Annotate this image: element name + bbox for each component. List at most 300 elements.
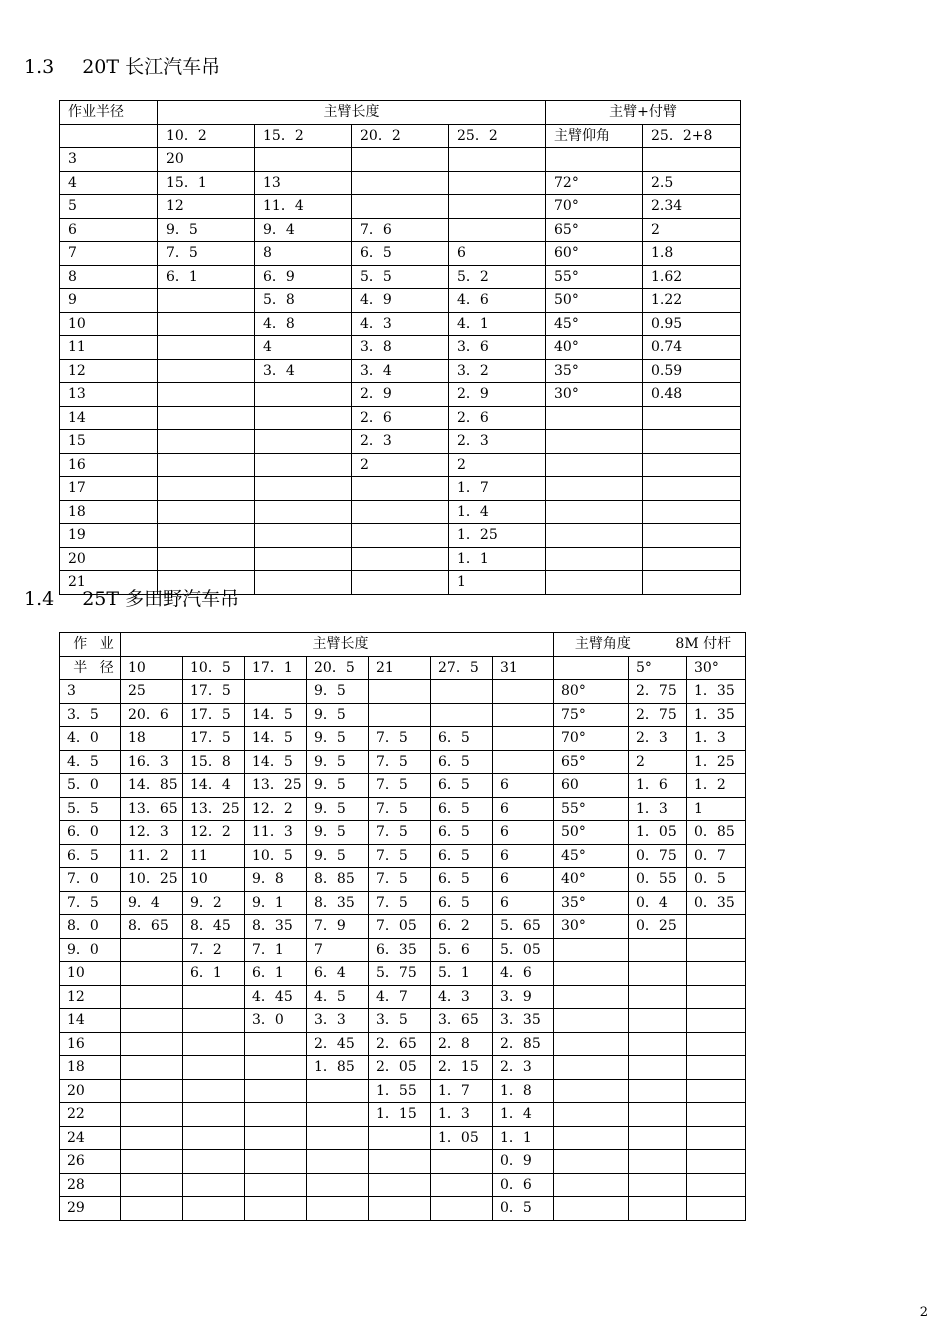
table-cell: 3．65 [431,1009,493,1033]
table-cell [629,1150,687,1174]
table-cell [629,1197,687,1221]
table-row [60,750,746,774]
table-cell: 5．05 [493,938,554,962]
table-cell [245,1126,307,1150]
table-cell [158,477,255,501]
table-cell: 9．5 [307,797,369,821]
table-row [60,1009,746,1033]
table-cell: 6 [449,242,546,266]
radius-header: 作 业 [60,633,121,657]
table-cell: 9．5 [307,774,369,798]
table-cell: 1．4 [449,500,546,524]
table-cell: 7．05 [369,915,431,939]
table-cell: 2．3 [493,1056,554,1080]
table-cell [245,1150,307,1174]
table-cell: 0．55 [629,868,687,892]
jib-angle-header: 5° [629,656,687,680]
table-cell: 7．9 [307,915,369,939]
table-cell [369,703,431,727]
table-cell [554,1056,629,1080]
table-row [60,195,741,219]
table-cell: 13．25 [245,774,307,798]
radius-cell: 4 [60,171,158,195]
table-cell [554,1032,629,1056]
radius-cell: 6．0 [60,821,121,845]
table-cell: 4．3 [352,312,449,336]
table-cell [643,477,741,501]
radius-cell: 9．0 [60,938,121,962]
table-cell [449,195,546,219]
table-cell [431,703,493,727]
table-cell: 12 [158,195,255,219]
table-cell [158,453,255,477]
table-cell: 6．5 [431,750,493,774]
table-cell [554,1009,629,1033]
jib-header: 8M 付杆 [675,636,732,652]
table-cell: 70° [546,195,643,219]
table-cell: 2．3 [449,430,546,454]
table-cell: 8．35 [307,891,369,915]
table-cell: 1．4 [493,1103,554,1127]
table-cell: 6．5 [431,797,493,821]
radius-cell: 7．5 [60,891,121,915]
table-cell [369,1197,431,1221]
radius-cell: 7．0 [60,868,121,892]
page-number: 2 [919,1305,928,1320]
table-cell: 5．1 [431,962,493,986]
table-cell [449,218,546,242]
table-cell: 1．35 [687,703,746,727]
table-cell: 6 [493,868,554,892]
table-cell: 2．75 [629,680,687,704]
table-cell: 35° [554,891,629,915]
table-cell [369,1150,431,1174]
table-cell [687,938,746,962]
table-cell [687,962,746,986]
table-cell: 4．8 [255,312,352,336]
table-cell: 65° [546,218,643,242]
radius-cell: 26 [60,1150,121,1174]
table-cell: 60° [546,242,643,266]
table-cell: 2．9 [449,383,546,407]
table-cell: 1．55 [369,1079,431,1103]
table-cell [449,171,546,195]
table-cell [546,524,643,548]
table-cell: 12．2 [183,821,245,845]
table-cell: 8．45 [183,915,245,939]
table-row [60,289,741,313]
table-cell: 16．3 [121,750,183,774]
table-cell [629,1103,687,1127]
table-cell: 6．5 [431,868,493,892]
table-cell: 6．5 [431,891,493,915]
table-cell: 3．3 [307,1009,369,1033]
table-cell: 5．65 [493,915,554,939]
length-header: 15．2 [255,124,352,148]
table-cell: 5．75 [369,962,431,986]
table-cell: 14．4 [183,774,245,798]
radius-cell: 20 [60,1079,121,1103]
table-cell: 2．3 [629,727,687,751]
table-cell: 45° [554,844,629,868]
table-row [60,915,746,939]
table-cell [554,938,629,962]
table-cell [352,547,449,571]
table-cell: 18 [121,727,183,751]
table-cell [687,985,746,1009]
table-cell: 7．5 [158,242,255,266]
table-cell: 30° [546,383,643,407]
table-cell [121,1079,183,1103]
table-cell: 35° [546,359,643,383]
table-cell: 72° [546,171,643,195]
table-row [60,383,741,407]
table-cell: 6 [493,774,554,798]
table-cell: 50° [546,289,643,313]
table-cell [245,1103,307,1127]
table-cell [255,547,352,571]
radius-cell: 13 [60,383,158,407]
table-cell: 4．7 [369,985,431,1009]
table-cell: 9．4 [255,218,352,242]
table-cell [629,1056,687,1080]
table-cell: 1．2 [687,774,746,798]
table-cell [493,727,554,751]
table-cell: 45° [546,312,643,336]
table-row [60,477,741,501]
radius-cell: 18 [60,1056,121,1080]
table-cell [307,1173,369,1197]
table-cell [121,1009,183,1033]
radius-cell: 14 [60,406,158,430]
table-cell [352,524,449,548]
table-cell [307,1150,369,1174]
table-body [60,680,746,1221]
table-cell: 7 [307,938,369,962]
table-cell: 3．2 [449,359,546,383]
table-row [60,868,746,892]
table-row [60,500,741,524]
table-cell: 15．8 [183,750,245,774]
table-cell [255,477,352,501]
table-cell [554,1079,629,1103]
table-cell: 0．7 [687,844,746,868]
radius-header: 作业半径 [60,101,158,125]
radius-cell: 8 [60,265,158,289]
radius-cell: 11 [60,336,158,360]
table-cell: 7．5 [369,868,431,892]
table-cell: 5．2 [449,265,546,289]
table-cell: 14．5 [245,750,307,774]
table-cell: 1 [687,797,746,821]
table-subheader-row [60,124,741,148]
table-row [60,985,746,1009]
table-cell: 6．35 [369,938,431,962]
table-cell: 5．6 [431,938,493,962]
table-cell: 6．5 [431,727,493,751]
table-cell [643,148,741,172]
table-cell [158,289,255,313]
table-cell [255,453,352,477]
table-cell: 1．6 [629,774,687,798]
radius-cell: 6．5 [60,844,121,868]
table-cell: 0．5 [687,868,746,892]
table-cell [431,1197,493,1221]
radius-cell: 4．5 [60,750,121,774]
table-cell: 2 [643,218,741,242]
jib-length-header: 25．2+8 [643,124,741,148]
boom-length-header: 主臂长度 [121,633,554,657]
table-cell: 6．1 [245,962,307,986]
table-cell: 1．1 [449,547,546,571]
table-row [60,359,741,383]
radius-cell: 16 [60,1032,121,1056]
radius-cell: 28 [60,1173,121,1197]
table-cell [245,680,307,704]
table-row [60,1056,746,1080]
table-cell: 1．1 [493,1126,554,1150]
table-cell: 3．35 [493,1009,554,1033]
table-cell: 1.22 [643,289,741,313]
table-cell [546,406,643,430]
table-cell: 6．1 [158,265,255,289]
table-cell [121,985,183,1009]
table-cell: 13．25 [183,797,245,821]
table-cell: 2．75 [629,703,687,727]
table-cell [629,1126,687,1150]
table-cell: 60 [554,774,629,798]
table-cell: 1．7 [431,1079,493,1103]
table-cell [245,1079,307,1103]
radius-cell: 22 [60,1103,121,1127]
boom-length-header: 主臂长度 [158,101,546,125]
table-row [60,1126,746,1150]
section-1-3-heading [24,52,220,79]
table-cell: 4．1 [449,312,546,336]
table-cell [629,1079,687,1103]
table-cell: 0．35 [687,891,746,915]
table-cell [255,571,352,595]
table-cell: 3．4 [352,359,449,383]
crane-20t-load-table [59,100,741,595]
table-cell: 5．8 [255,289,352,313]
table-cell [687,1032,746,1056]
table-cell [352,571,449,595]
table-cell [121,1056,183,1080]
table-cell [158,336,255,360]
table-row [60,680,746,704]
table-cell: 0．25 [629,915,687,939]
table-cell: 3．6 [449,336,546,360]
table-cell: 0．85 [687,821,746,845]
radius-cell: 5 [60,195,158,219]
table-cell: 4．45 [245,985,307,1009]
table-cell [121,1173,183,1197]
table-cell: 1．3 [629,797,687,821]
table-cell [183,985,245,1009]
table-cell: 1．7 [449,477,546,501]
table-cell [255,383,352,407]
table-cell [546,453,643,477]
table-cell [245,1197,307,1221]
table-cell [554,1197,629,1221]
table-cell: 1．25 [449,524,546,548]
table-cell: 50° [554,821,629,845]
table-cell: 13．65 [121,797,183,821]
table-cell [629,1009,687,1033]
table-cell [554,962,629,986]
table-cell: 4．5 [307,985,369,1009]
table-cell: 9．5 [307,750,369,774]
table-cell [183,1126,245,1150]
table-cell [352,148,449,172]
table-cell: 1．3 [687,727,746,751]
table-cell: 8．85 [307,868,369,892]
table-cell [629,938,687,962]
section-number: 1.3 [24,56,55,78]
table-cell [554,1173,629,1197]
table-cell [493,680,554,704]
radius-cell: 10 [60,312,158,336]
table-cell [307,1197,369,1221]
table-cell: 1．25 [687,750,746,774]
table-row [60,524,741,548]
table-cell: 2．45 [307,1032,369,1056]
table-cell [546,571,643,595]
table-cell: 13 [255,171,352,195]
table-row [60,336,741,360]
table-cell [431,1173,493,1197]
radius-cell: 5．5 [60,797,121,821]
table-cell: 2 [352,453,449,477]
table-cell [255,148,352,172]
length-header: 31 [493,656,554,680]
table-cell [369,1173,431,1197]
table-cell: 55° [546,265,643,289]
table-cell [687,1197,746,1221]
radius-cell: 20 [60,547,158,571]
table-cell: 10．25 [121,868,183,892]
table-cell: 70° [554,727,629,751]
table-cell [687,1126,746,1150]
table-cell: 10．5 [245,844,307,868]
table-cell: 0．9 [493,1150,554,1174]
table-cell: 7．6 [352,218,449,242]
table-cell [255,500,352,524]
table-row [60,1103,746,1127]
table-row [60,171,741,195]
table-cell: 6．5 [352,242,449,266]
table-cell: 12．3 [121,821,183,845]
table-row [60,703,746,727]
table-cell [183,1173,245,1197]
table-cell [183,1103,245,1127]
section-title: 25T 多田野汽车吊 [82,588,240,610]
table-cell: 12．2 [245,797,307,821]
table-cell: 0．6 [493,1173,554,1197]
table-cell: 4．6 [449,289,546,313]
table-row [60,547,741,571]
table-cell [307,1079,369,1103]
table-header-row [60,101,741,125]
table-cell [629,962,687,986]
table-cell: 10 [183,868,245,892]
table-cell [643,524,741,548]
table-cell [255,406,352,430]
table-cell: 0．4 [629,891,687,915]
section-number: 1.4 [24,588,55,610]
table-cell: 40° [554,868,629,892]
length-header: 25．2 [449,124,546,148]
table-cell [183,1079,245,1103]
table-cell: 5．5 [352,265,449,289]
table-cell: 3．8 [352,336,449,360]
table-cell: 6．1 [183,962,245,986]
table-cell: 14．85 [121,774,183,798]
table-subheader-row [60,656,746,680]
table-cell: 9．5 [307,680,369,704]
table-row [60,891,746,915]
table-cell [183,1032,245,1056]
radius-cell: 8．0 [60,915,121,939]
table-cell: 9．4 [121,891,183,915]
table-cell [629,985,687,1009]
jib-angle-header: 30° [687,656,746,680]
table-cell [546,477,643,501]
table-row [60,265,741,289]
table-row [60,1079,746,1103]
table-cell [245,1173,307,1197]
table-body [60,148,741,595]
table-cell [629,1173,687,1197]
table-cell: 1．15 [369,1103,431,1127]
table-row [60,218,741,242]
radius-cell: 4．0 [60,727,121,751]
table-row [60,821,746,845]
table-cell: 8．65 [121,915,183,939]
radius-cell: 7 [60,242,158,266]
table-cell: 11．2 [121,844,183,868]
table-cell [183,1150,245,1174]
table-cell: 6．9 [255,265,352,289]
table-cell [687,915,746,939]
table-cell [687,1056,746,1080]
table-cell [255,430,352,454]
table-cell: 2．6 [449,406,546,430]
table-cell [121,1150,183,1174]
table-cell: 2．05 [369,1056,431,1080]
table-cell [245,1056,307,1080]
table-cell: 3．9 [493,985,554,1009]
table-cell: 7．5 [369,891,431,915]
table-cell [158,383,255,407]
table-row [60,938,746,962]
table-cell: 9．5 [307,703,369,727]
table-cell [643,500,741,524]
table-cell: 6 [493,797,554,821]
table-cell [493,750,554,774]
table-cell [554,1126,629,1150]
table-cell: 6 [493,821,554,845]
table-cell: 1．05 [431,1126,493,1150]
table-cell [121,1197,183,1221]
table-row [60,1150,746,1174]
table-cell: 9．5 [158,218,255,242]
radius-cell: 21 [60,571,158,595]
table-cell [554,1103,629,1127]
table-cell: 2．6 [352,406,449,430]
length-header: 21 [369,656,431,680]
